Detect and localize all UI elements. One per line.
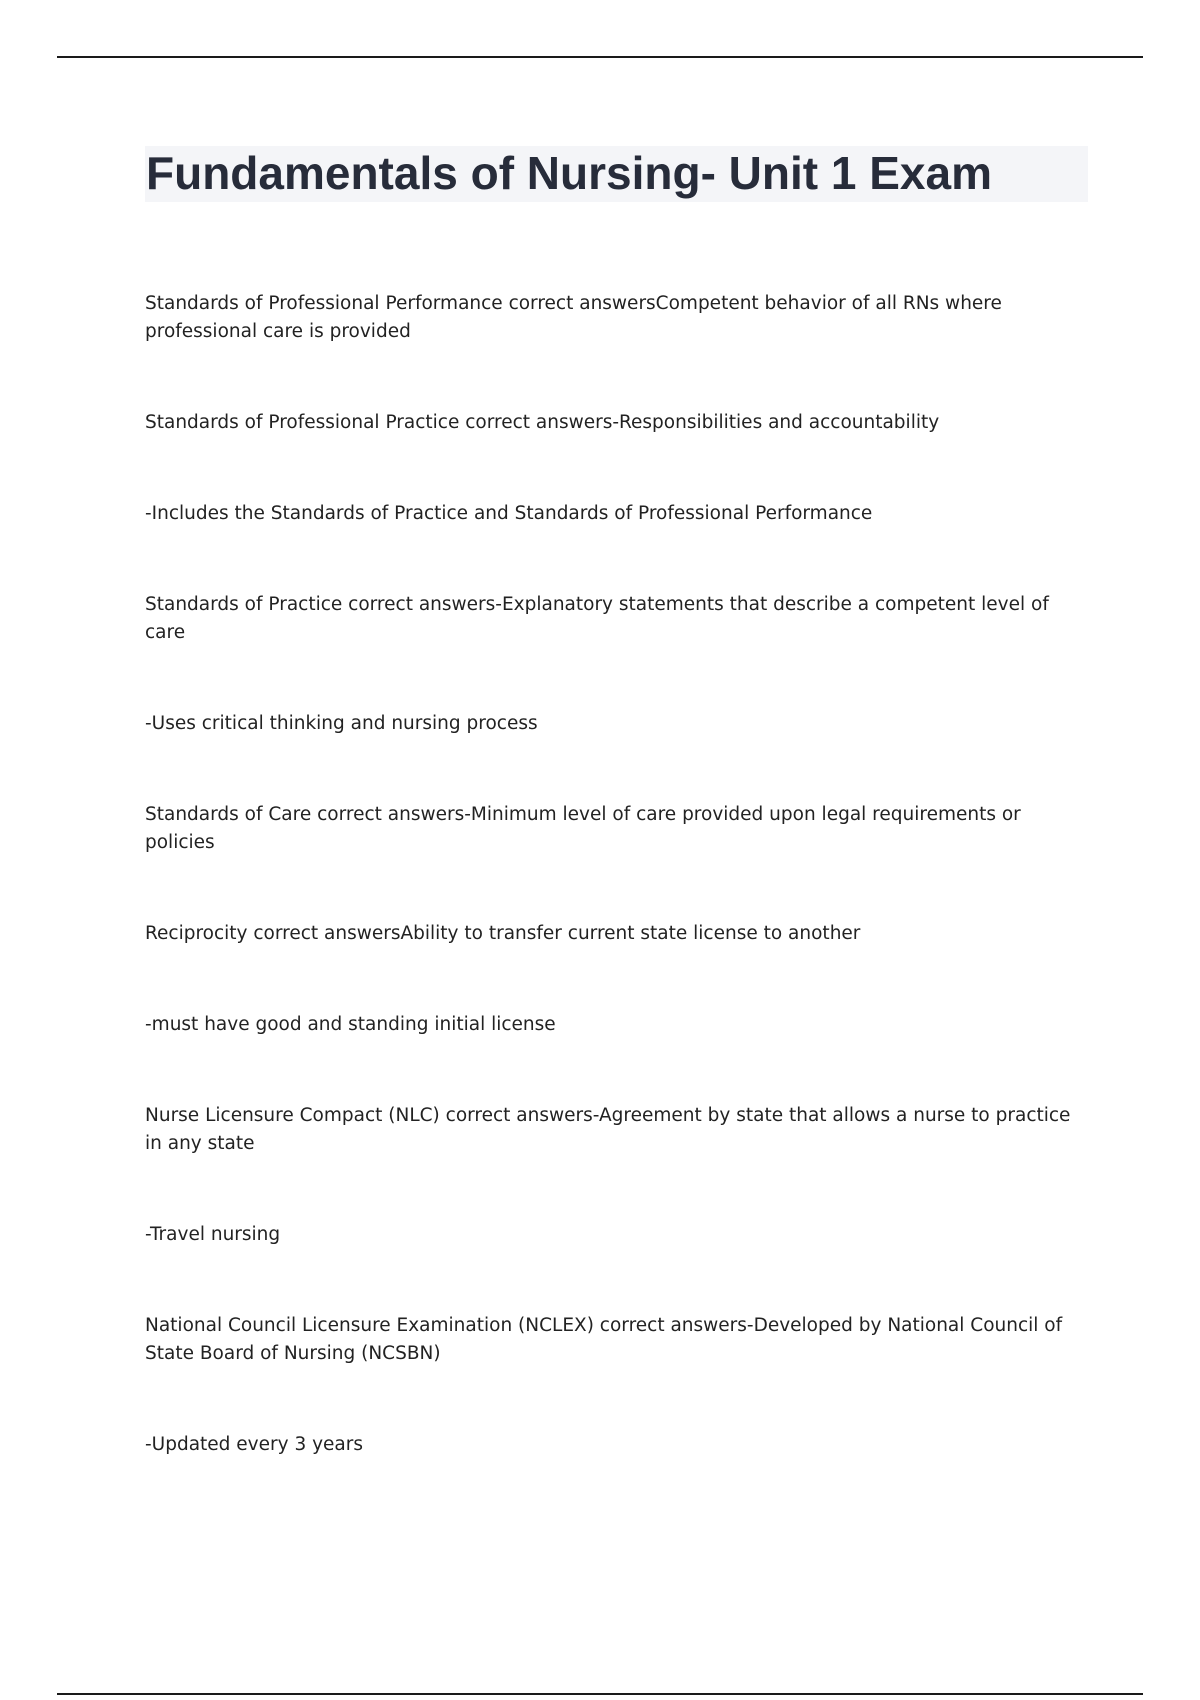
paragraph-travel-nursing: -Travel nursing [145, 1224, 281, 1245]
paragraph-standards-of-care: Standards of Care correct answers-Minimum level of care provided upon legal requirements or policies [145, 804, 1021, 853]
paragraph-standards-of-practice: Standards of Practice correct answers-Explanatory statements that describe a competent level of care [145, 594, 1049, 643]
bottom-divider [57, 1693, 1143, 1695]
document-title: Fundamentals of Nursing- Unit 1 Exam [146, 147, 992, 199]
top-divider [57, 56, 1143, 58]
paragraph-includes-standards: -Includes the Standards of Practice and Standards of Professional Performance [145, 503, 873, 524]
paragraph-updated-every-3-years: -Updated every 3 years [145, 1434, 364, 1455]
paragraph-critical-thinking: -Uses critical thinking and nursing process [145, 713, 538, 734]
paragraph-initial-license: -must have good and standing initial license [145, 1014, 556, 1035]
paragraph-standards-professional-practice: Standards of Professional Practice correct answers-Responsibilities and accountability [145, 412, 940, 433]
paragraph-reciprocity: Reciprocity correct answersAbility to transfer current state license to another [145, 923, 861, 944]
paragraph-nurse-licensure-compact: Nurse Licensure Compact (NLC) correct answers-Agreement by state that allows a nurse to practice in any state [145, 1105, 1071, 1154]
paragraph-nclex: National Council Licensure Examination (NCLEX) correct answers-Developed by National Council of State Board of Nursing (NCSBN) [145, 1315, 1063, 1364]
paragraph-standards-professional-performance: Standards of Professional Performance correct answersCompetent behavior of all RNs where professional care is provided [145, 293, 1002, 342]
document-body [145, 290, 1090, 1459]
